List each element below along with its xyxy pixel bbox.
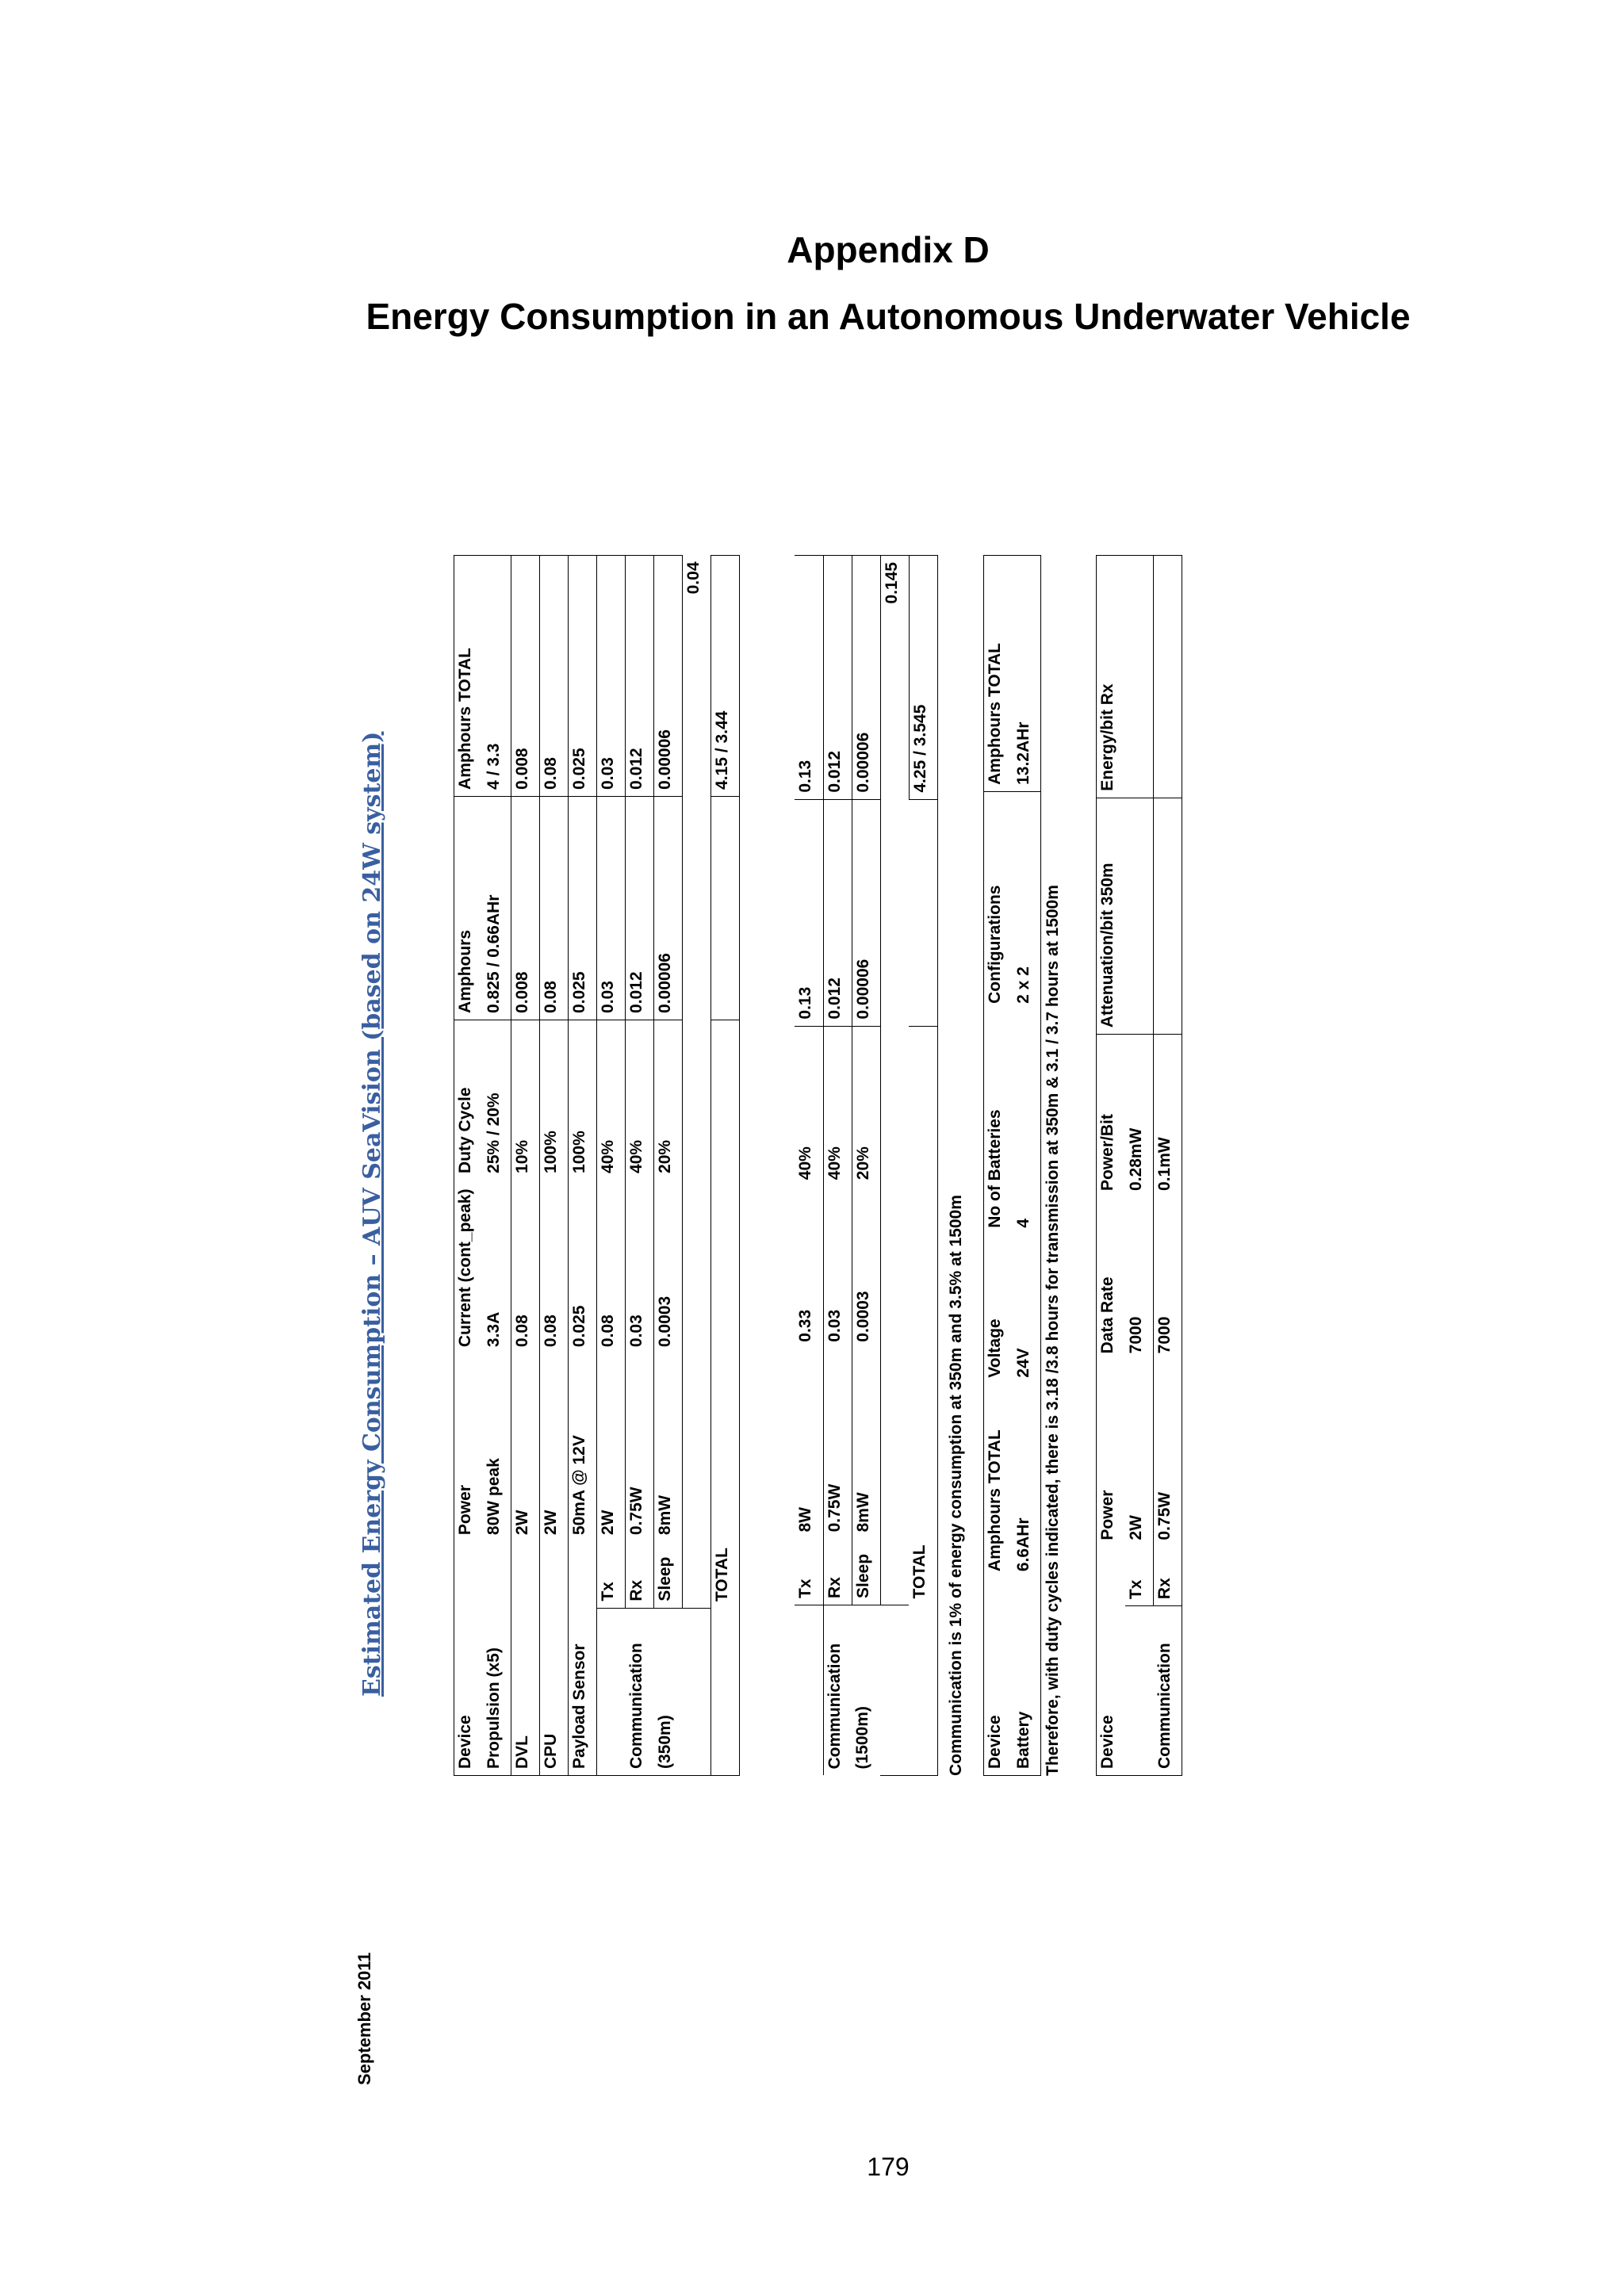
table-header: Device xyxy=(454,1608,483,1775)
grand-total: 4.25 / 3.545 xyxy=(909,556,937,800)
comm-sublabel: (350m) xyxy=(654,1608,683,1775)
table-header: Amphours xyxy=(454,796,483,1020)
table-cell: 8mW xyxy=(852,1349,880,1539)
table-cell: 0.825 / 0.66AHr xyxy=(483,796,511,1020)
appendix-heading: Appendix D xyxy=(787,229,990,270)
table-cell: 0.008 xyxy=(511,796,540,1020)
table-cell: 4 xyxy=(1013,1010,1041,1234)
table-header: Data Rate xyxy=(1097,1197,1125,1360)
table-cell: 0.13 xyxy=(795,799,823,1026)
table-cell: 0.28mW xyxy=(1125,1035,1154,1197)
table-cell: 0.08 xyxy=(540,796,569,1020)
table-header: Device xyxy=(984,1578,1013,1775)
table-cell: 100% xyxy=(569,1020,597,1180)
table-cell: 2W xyxy=(511,1353,540,1541)
table-cell: 3.3A xyxy=(483,1180,511,1353)
document-title: Energy Consumption in an Autonomous Underwater Vehicle xyxy=(366,296,1411,337)
table-cell: Rx xyxy=(823,1538,852,1605)
total-label: TOTAL xyxy=(711,1541,740,1608)
comm-label: Communication xyxy=(626,1608,654,1775)
table-cell: 0.00006 xyxy=(654,796,683,1020)
table-cell: Tx xyxy=(795,1538,823,1605)
table-header: Power/Bit xyxy=(1097,1035,1125,1197)
table-header: Device xyxy=(1097,1606,1125,1776)
table-cell: 20% xyxy=(654,1020,683,1180)
total-label: TOTAL xyxy=(909,1538,937,1605)
page-number: 179 xyxy=(867,2152,910,2181)
table-cell: 7000 xyxy=(1125,1197,1154,1360)
table-cell: Payload Sensor xyxy=(569,1608,597,1775)
table-header: Attenuation/bit 350m xyxy=(1097,798,1125,1034)
table-cell: 100% xyxy=(540,1020,569,1180)
transmission-note: Therefore, with duty cycles indicated, there is 3.18 /3.8 hours for transmission at 350m & 3.1 / 3.7 hours at 1500m xyxy=(1044,885,1062,1776)
table-cell: 0.75W xyxy=(823,1349,852,1539)
table-cell: 0.025 xyxy=(569,556,597,797)
table-cell: 13.2AHr xyxy=(1013,556,1041,792)
table-cell: Sleep xyxy=(852,1538,880,1605)
table-header: Amphours TOTAL xyxy=(984,556,1013,792)
table-header: No of Batteries xyxy=(984,1010,1013,1234)
table-cell: 24V xyxy=(1013,1234,1041,1384)
table-cell: 0.012 xyxy=(823,799,852,1026)
table-cell: Sleep xyxy=(654,1541,683,1608)
table-cell: 0.00006 xyxy=(654,556,683,797)
table-cell: 0.03 xyxy=(626,1180,654,1353)
energy-table-350m xyxy=(454,555,740,1776)
table-cell: 2W xyxy=(540,1353,569,1541)
table-cell: 40% xyxy=(795,1026,823,1186)
comm-label: Communication xyxy=(825,1643,844,1770)
table-cell: 0.13 xyxy=(795,556,823,800)
table-header: Duty Cycle xyxy=(454,1020,483,1180)
table-cell: 0.025 xyxy=(569,1180,597,1353)
table-cell: 0.33 xyxy=(795,1186,823,1349)
table-cell: 80W peak xyxy=(483,1353,511,1541)
table-cell: 0.0003 xyxy=(654,1180,683,1353)
battery-table xyxy=(983,555,1041,1776)
table-header: Current (cont_peak) xyxy=(454,1180,483,1353)
table-cell: Tx xyxy=(597,1541,626,1608)
table-cell: Rx xyxy=(626,1541,654,1608)
table-cell: 0.08 xyxy=(540,1180,569,1353)
table-cell: 0.75W xyxy=(626,1353,654,1541)
table-cell: 0.025 xyxy=(569,796,597,1020)
table-header: Voltage xyxy=(984,1234,1013,1384)
table-cell: 2 x 2 xyxy=(1013,791,1041,1009)
table-header: Power xyxy=(454,1353,483,1541)
comm-subtotal: 0.04 xyxy=(683,556,711,797)
table-cell: 40% xyxy=(823,1026,852,1186)
table-cell: 40% xyxy=(626,1020,654,1180)
table-cell: Rx xyxy=(1154,1547,1182,1606)
date-label: September 2011 xyxy=(354,1952,374,2085)
rotated-spreadsheet xyxy=(343,555,1215,2093)
table-cell: 0.03 xyxy=(597,796,626,1020)
table-cell: 4 / 3.3 xyxy=(483,556,511,797)
table-cell: 10% xyxy=(511,1020,540,1180)
table-cell: 2W xyxy=(597,1353,626,1541)
attenuation-table xyxy=(1096,555,1182,1776)
table-header: Energy/bit Rx xyxy=(1097,556,1125,798)
table-cell: 2W xyxy=(1125,1360,1154,1546)
energy-table-1500m xyxy=(795,555,938,1776)
table-cell: 7000 xyxy=(1154,1197,1182,1360)
table-cell: CPU xyxy=(540,1608,569,1775)
comm-sublabel: (1500m) xyxy=(853,1706,871,1770)
table-cell: 50mA @ 12V xyxy=(569,1353,597,1541)
table-cell: 0.75W xyxy=(1154,1360,1182,1546)
table-cell: 0.00006 xyxy=(852,799,880,1026)
table-cell: 0.012 xyxy=(626,796,654,1020)
table-cell: Communication xyxy=(1154,1606,1182,1776)
table-header: Amphours TOTAL xyxy=(984,1384,1013,1578)
table-cell: 6.6AHr xyxy=(1013,1384,1041,1578)
table-header: Amphours TOTAL xyxy=(454,556,483,797)
comm-subtotal: 0.145 xyxy=(880,556,909,800)
table-cell: 0.012 xyxy=(823,556,852,800)
table-cell: 25% / 20% xyxy=(483,1020,511,1180)
table-cell: 40% xyxy=(597,1020,626,1180)
table-cell: 8mW xyxy=(654,1353,683,1541)
table-cell: 0.08 xyxy=(511,1180,540,1353)
table-cell: 0.08 xyxy=(540,556,569,797)
table-cell: DVL xyxy=(511,1608,540,1775)
communication-note: Communication is 1% of energy consumption at 350m and 3.5% at 1500m xyxy=(947,1195,965,1776)
table-cell: 0.008 xyxy=(511,556,540,797)
table-cell: 8W xyxy=(795,1349,823,1539)
sheet-title: Estimated Energy Consumption – AUV SeaVision (based on 24W system) xyxy=(358,731,386,1697)
table-cell: 0.03 xyxy=(823,1186,852,1349)
grand-total: 4.15 / 3.44 xyxy=(711,556,740,797)
table-cell: Propulsion (x5) xyxy=(483,1608,511,1775)
table-cell: Tx xyxy=(1125,1547,1154,1606)
table-cell: 0.03 xyxy=(597,556,626,797)
table-cell: 0.00006 xyxy=(852,556,880,800)
table-header: Configurations xyxy=(984,791,1013,1009)
table-cell: 0.08 xyxy=(597,1180,626,1353)
table-cell: 0.012 xyxy=(626,556,654,797)
table-cell: 20% xyxy=(852,1026,880,1186)
table-cell: 0.0003 xyxy=(852,1186,880,1349)
table-header: Power xyxy=(1097,1360,1125,1546)
table-cell: 0.1mW xyxy=(1154,1035,1182,1197)
table-cell: Battery xyxy=(1013,1578,1041,1775)
